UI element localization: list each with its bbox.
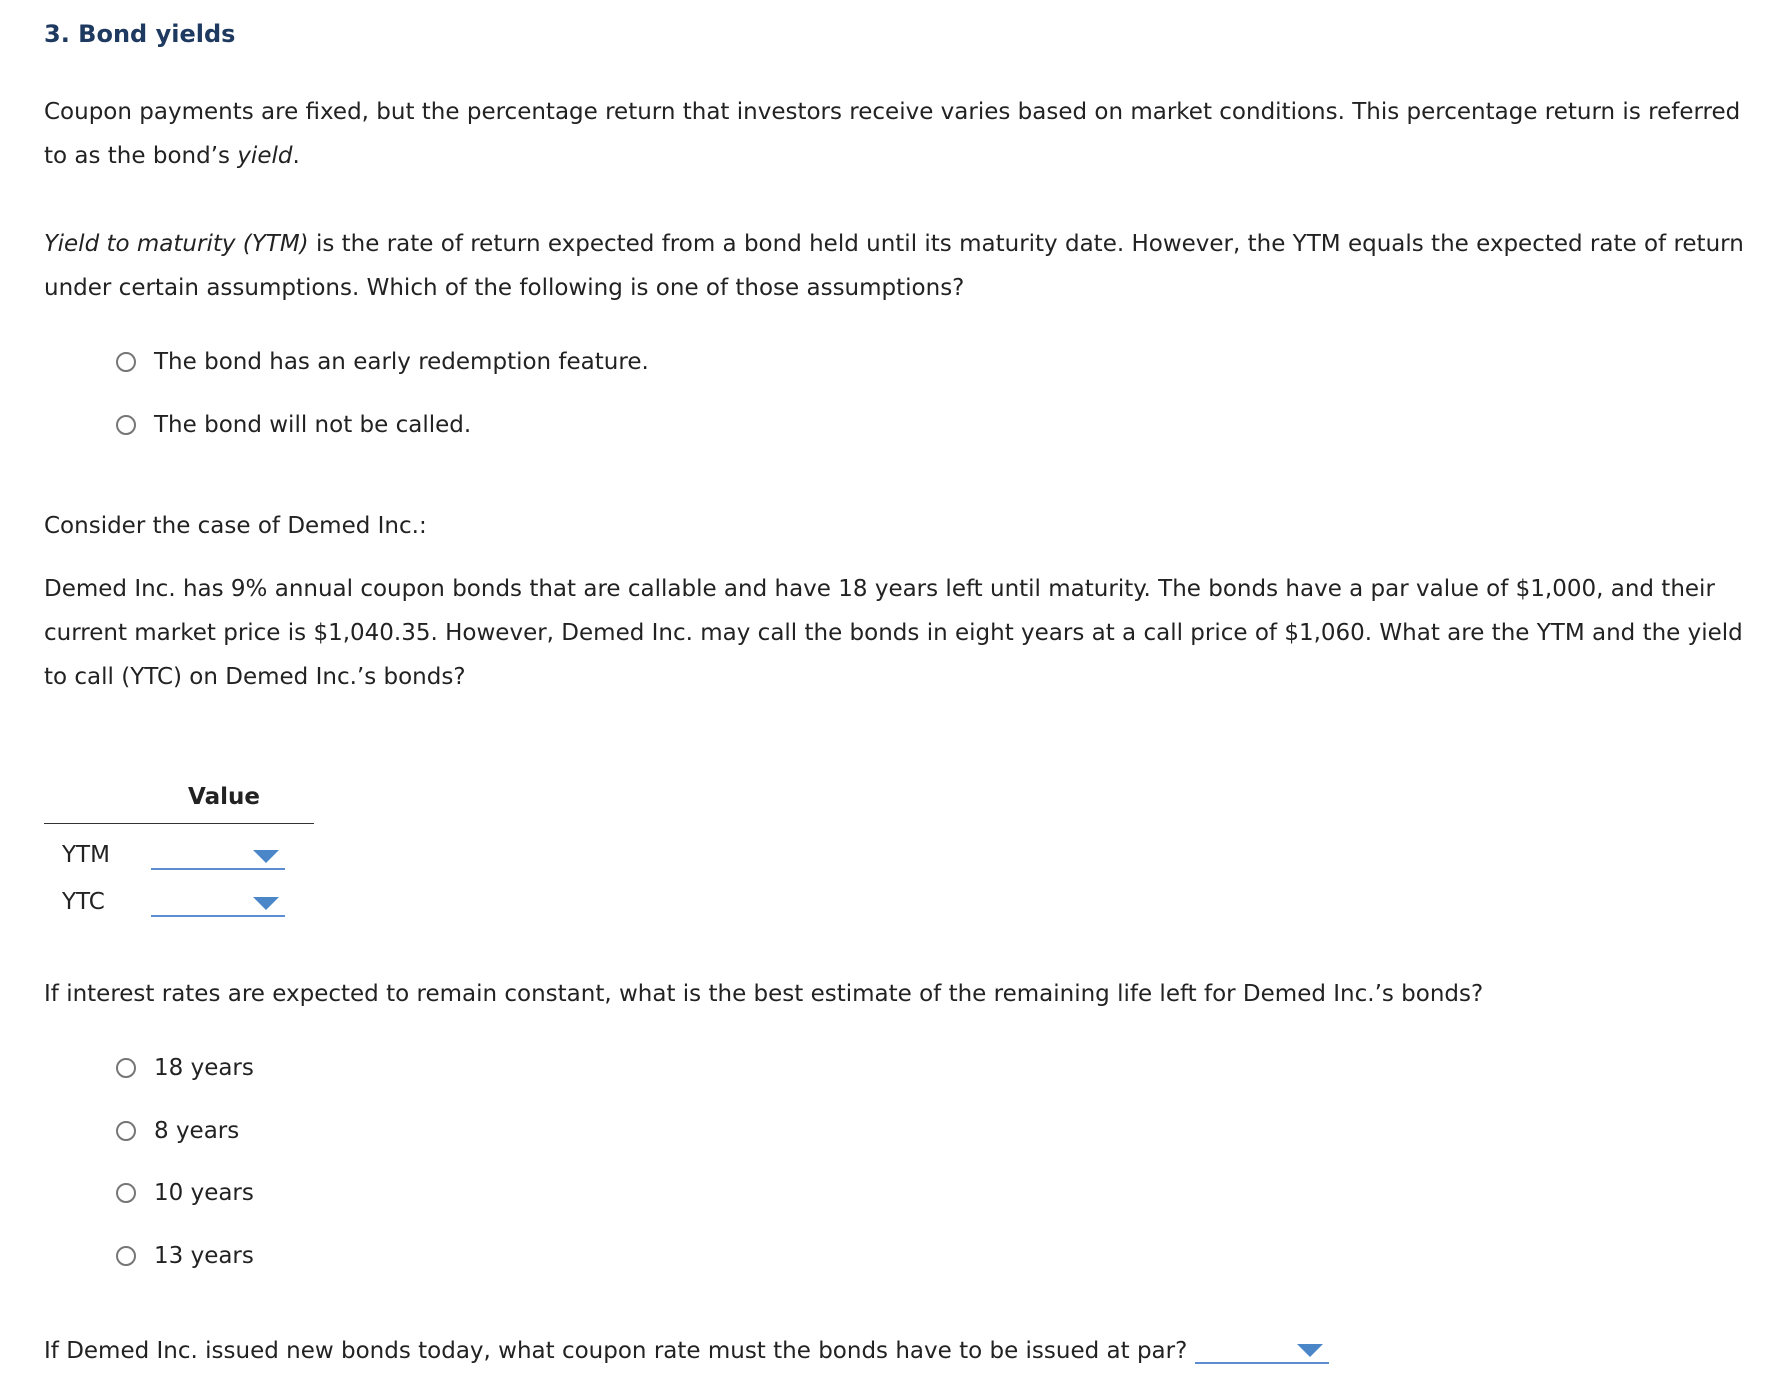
- ytm-dropdown[interactable]: [151, 842, 285, 870]
- ytm-term: Yield to maturity (YTM): [44, 231, 309, 257]
- radio-button[interactable]: [116, 352, 136, 372]
- case-text: Demed Inc. has 9% annual coupon bonds that are callable and have 18 years left until maturity. The bonds have a par value of $1,000, and their current market price is $1,040.35. However, Demed Inc. may call the bonds in eight years at a call price of $1,060. What are the YTM and the yield to call (YTC) on Demed Inc.’s bonds?: [44, 576, 1743, 690]
- option-label: 10 years: [154, 1180, 254, 1206]
- q2-option-10-years[interactable]: [116, 1180, 254, 1206]
- option-label: The bond has an early redemption feature.: [154, 349, 649, 375]
- question-1-text: [44, 222, 1744, 310]
- radio-button[interactable]: [116, 1183, 136, 1203]
- option-label: 8 years: [154, 1118, 240, 1144]
- question-2-text: If interest rates are expected to remain constant, what is the best estimate of the remaining life left for Demed Inc.’s bonds?: [44, 981, 1484, 1007]
- table-header-divider: [44, 823, 314, 824]
- radio-button[interactable]: [116, 1246, 136, 1266]
- radio-button[interactable]: [116, 1058, 136, 1078]
- row-label-ytm: YTM: [62, 842, 110, 868]
- option-label: 18 years: [154, 1055, 254, 1081]
- question-3-text: If Demed Inc. issued new bonds today, what coupon rate must the bonds have to be issued at par?: [44, 1338, 1188, 1364]
- q2-option-18-years[interactable]: [116, 1055, 254, 1081]
- q1-option-early-redemption[interactable]: [116, 349, 649, 375]
- chevron-down-icon: [253, 897, 279, 910]
- row-label-ytc: YTC: [62, 889, 105, 915]
- coupon-rate-dropdown[interactable]: [1195, 1336, 1329, 1364]
- q1-option-not-called[interactable]: [116, 412, 471, 438]
- case-intro: Consider the case of Demed Inc.:: [44, 513, 427, 539]
- chevron-down-icon: [253, 850, 279, 863]
- intro-period: .: [292, 143, 300, 169]
- intro-yield-term: yield: [237, 143, 293, 169]
- question-1-body: is the rate of return expected from a bond held until its maturity date. However, the YTM equals the expected rate of return under certain assumptions. Which of the following is one of those assumptions?: [44, 231, 1744, 301]
- radio-button[interactable]: [116, 1121, 136, 1141]
- radio-button[interactable]: [116, 415, 136, 435]
- option-label: The bond will not be called.: [154, 412, 472, 438]
- intro-text: Coupon payments are fixed, but the percentage return that investors receive varies based on market conditions. This percentage return is referred to as the bond’s: [44, 99, 1741, 169]
- option-label: 13 years: [154, 1243, 254, 1269]
- table-header-value: Value: [188, 784, 260, 810]
- chevron-down-icon: [1297, 1344, 1323, 1357]
- intro-paragraph: [44, 90, 1744, 178]
- question-3-row: [44, 1336, 1329, 1364]
- ytc-dropdown[interactable]: [151, 889, 285, 917]
- section-title: 3. Bond yields: [44, 20, 236, 48]
- q2-option-8-years[interactable]: [116, 1118, 239, 1144]
- q2-option-13-years[interactable]: [116, 1243, 254, 1269]
